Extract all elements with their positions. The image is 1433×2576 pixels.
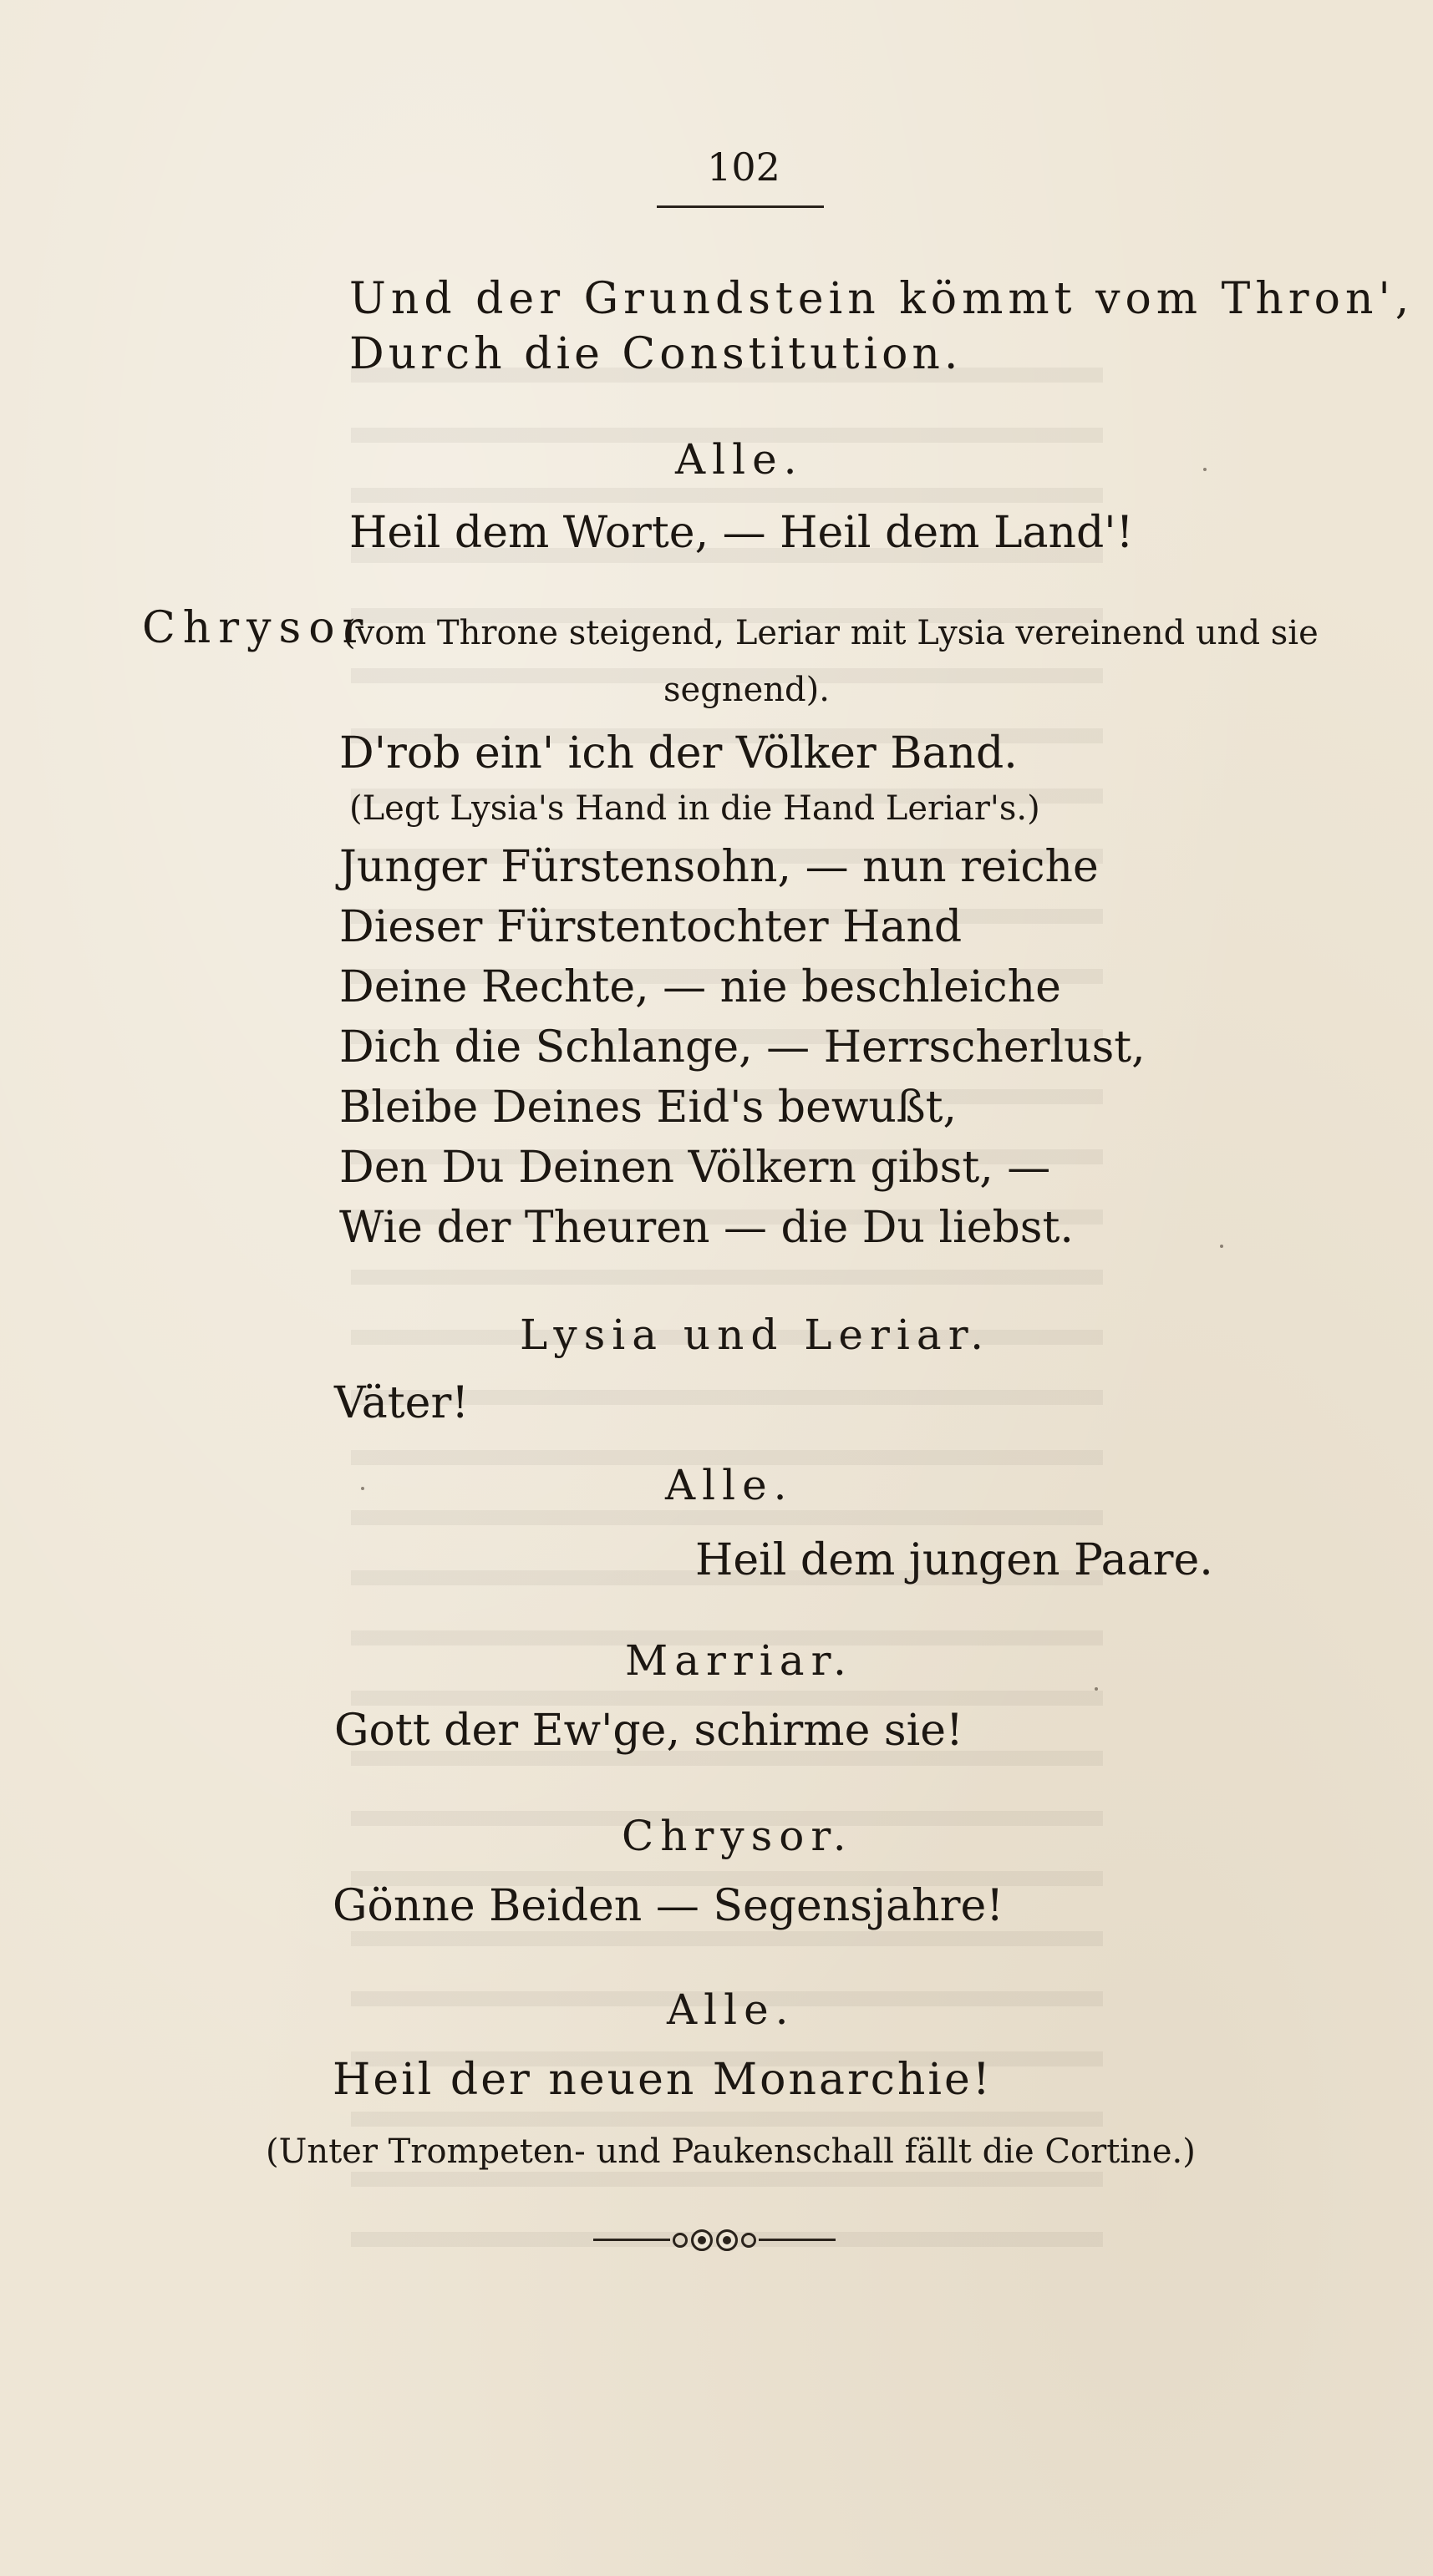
stage-direction: segnend). [663,671,830,709]
speaker-label: Alle. [675,435,804,484]
verse-line: Heil der neuen Monarchie! [333,2055,993,2105]
verse-line: Dich die Schlange, — Herrscherlust, [339,1022,1146,1072]
speaker-label: Alle. [665,1461,794,1509]
verse-line: Heil dem Worte, — Heil dem Land'! [349,508,1134,558]
end-ornament [593,2222,836,2259]
verse-line: D'rob ein' ich der Völker Band. [339,728,1018,778]
verse-line: Gönne Beiden — Segensjahre! [333,1881,1004,1931]
stage-direction: (vom Throne steigend, Leriar mit Lysia vereinend und sie [343,614,1319,652]
verse-line: Den Du Deinen Völkern gibst, — [339,1143,1051,1193]
ornament-dot [691,2229,713,2251]
ornament-rule-right [759,2239,836,2241]
verse-line: Deine Rechte, — nie beschleiche [339,962,1061,1012]
stage-direction: (Legt Lysia's Hand in die Hand Leriar's.) [349,789,1040,828]
speaker-label: Lysia und Leriar. [520,1311,991,1359]
paper-speck [1203,468,1207,471]
verse-line: Gott der Ew'ge, schirme sie! [334,1706,963,1756]
ornament-dot [741,2233,756,2248]
verse-line: Wie der Theuren — die Du liebst. [339,1203,1074,1253]
speaker-label: Marriar. [625,1636,853,1685]
page-number: 102 [707,145,780,190]
verse-line: Junger Fürstensohn, — nun reiche [339,842,1099,892]
paper-speck [1220,1245,1223,1248]
verse-line: Bleibe Deines Eid's bewußt, [339,1083,958,1133]
stage-direction: (Unter Trompeten- und Paukenschall fällt die Cortine.) [266,2132,1196,2171]
speaker-label: Chrysor [142,603,371,653]
ornament-dot [673,2233,688,2248]
header-rule [657,205,824,208]
verse-line: Dieser Fürstentochter Hand [339,902,963,952]
verse-line: Und der Grundstein kömmt vom Thron', [349,274,1415,324]
ornament-dot [716,2229,738,2251]
paper-speck [361,1487,364,1490]
verse-line: Durch die Constitution. [349,329,963,379]
verse-line: Väter! [334,1378,470,1428]
verse-line: Heil dem jungen Paare. [695,1535,1213,1585]
ornament-center [672,2224,757,2257]
paper-speck [1095,1687,1098,1691]
speaker-label: Chrysor. [622,1812,853,1860]
ornament-rule-left [593,2239,670,2241]
speaker-label: Alle. [667,1985,795,2034]
